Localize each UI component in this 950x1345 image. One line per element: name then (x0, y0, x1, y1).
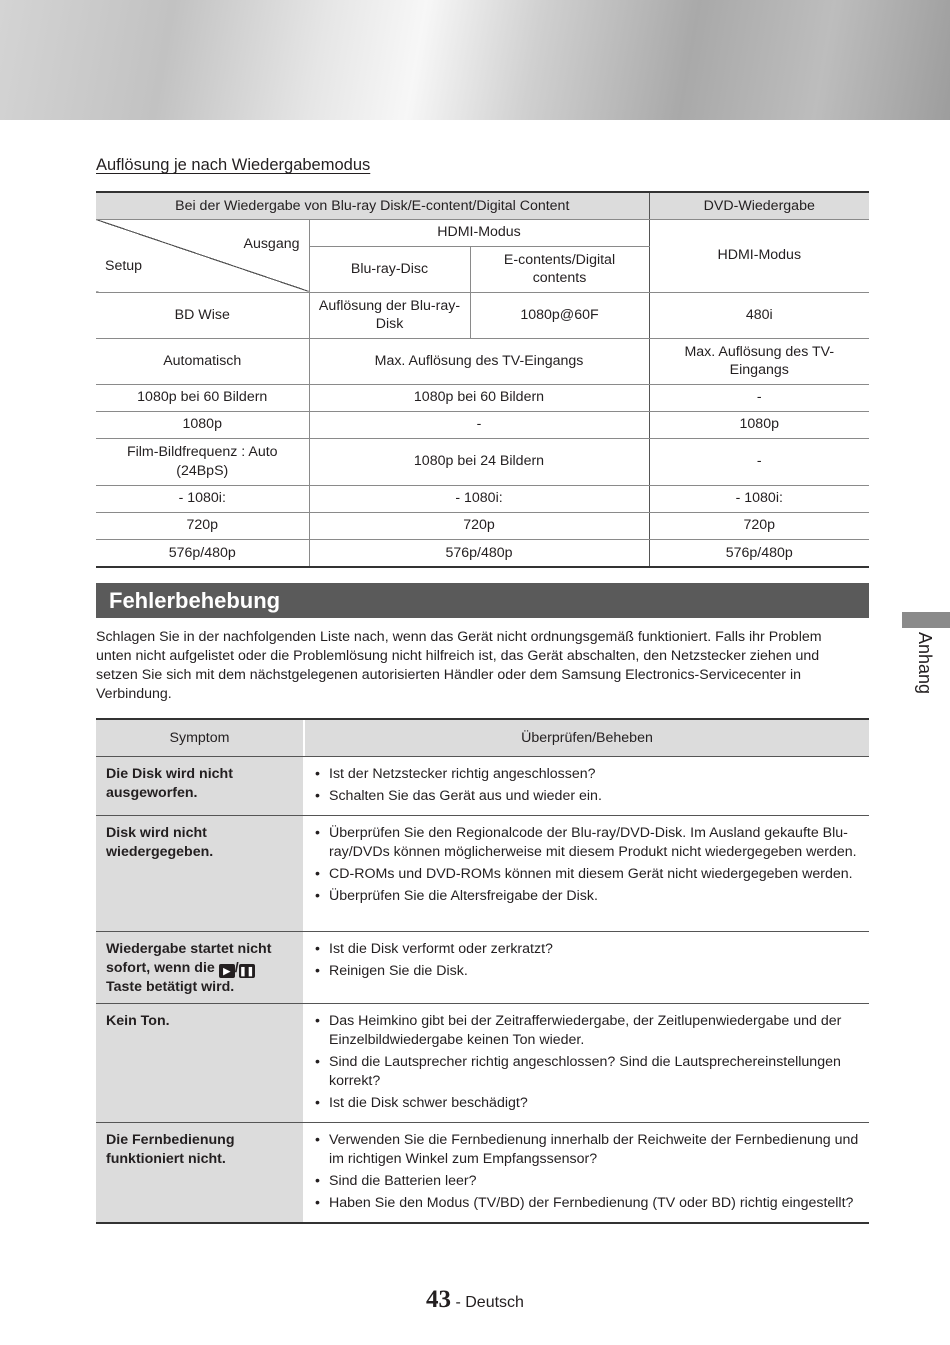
hdmi-modus-header: HDMI-Modus (309, 219, 649, 246)
symptom-cell: Kein Ton. (96, 1004, 303, 1123)
list-item: • Sind die Lautsprecher richtig angeschlossen? Sind die Lautsprechereinstellungen korrekt? (315, 1053, 861, 1091)
row-bd-output: 1080p bei 24 Bildern (309, 438, 649, 485)
row-setup: BD Wise (96, 292, 309, 338)
intro-paragraph: Schlagen Sie in der nachfolgenden Liste nach, wenn das Gerät nicht ordnungsgemäß funktioniert. Falls ihr Problem unten nicht aufgelistet oder die Problemlösung nicht hilfreich ist, das Gerät abschalten, den Netzstecker ziehen und setzen Sie sich mit dem nächstgelegenen autorisierten Händler oder dem Samsung Electronics-Servicecenter in Verbindung. (96, 629, 822, 702)
list-item: • Verwenden Sie die Fernbedienung innerhalb der Reichweite der Fernbedienung und im richtigen Winkel zum Empfangssensor? (315, 1131, 861, 1169)
table-row (96, 438, 869, 485)
row-bd-output: 576p/480p (309, 539, 649, 567)
row-setup: 576p/480p (96, 539, 309, 567)
symptom-cell: Die Fernbedienung funktioniert nicht. (96, 1123, 303, 1224)
row-bd-output: - 1080i: (309, 485, 649, 512)
troubleshooting-table (96, 718, 869, 1224)
check-cell (305, 757, 869, 816)
list-item: • CD-ROMs und DVD-ROMs können mit diesem Gerät nicht wiedergegeben werden. (315, 865, 861, 884)
row-setup: Automatisch (96, 338, 309, 384)
header-bd-group: Bei der Wiedergabe von Blu-ray Disk/E-content/Digital Content (96, 192, 649, 219)
row-bd-output: 1080p bei 60 Bildern (309, 384, 649, 411)
row-dvd: 720p (649, 512, 869, 539)
table-row (96, 512, 869, 539)
header-dvd-group: DVD-Wiedergabe (649, 192, 869, 219)
list-item: • Überprüfen Sie die Altersfreigabe der Disk. (315, 887, 861, 906)
table-row (96, 292, 869, 338)
side-tab-marker (902, 612, 950, 628)
list-item: • Das Heimkino gibt bei der Zeitrafferwiedergabe, der Zeitlupenwiedergabe und der Einzelbildwiedergabe keinen Ton wieder. (315, 1012, 861, 1050)
page-number: 43 (426, 1286, 452, 1313)
symptom-cell: Disk wird nicht wiedergegeben. (96, 816, 303, 932)
row-bluray: Auflösung der Blu-ray-Disk (309, 292, 470, 338)
table-row (96, 539, 869, 567)
check-cell (305, 816, 869, 932)
table-row (96, 384, 869, 411)
list-item: • Überprüfen Sie den Regionalcode der Blu-ray/DVD-Disk. Im Ausland gekaufte Blu-ray/DVDs können möglicherweise mit diesem Produkt nicht wiedergegeben werden. (315, 824, 861, 862)
check-header: Überprüfen/Beheben (305, 719, 869, 757)
list-item: • Reinigen Sie die Disk. (315, 962, 861, 981)
check-cell (305, 1004, 869, 1123)
symptom-header: Symptom (96, 719, 303, 757)
row-bd-output: 720p (309, 512, 649, 539)
list-item: • Ist die Disk verformt oder zerkratzt? (315, 940, 861, 959)
side-label-anhang: Anhang (915, 632, 935, 695)
list-item: • Ist die Disk schwer beschädigt? (315, 1094, 861, 1113)
table-row (96, 338, 869, 384)
row-dvd: 480i (649, 292, 869, 338)
row-dvd: - 1080i: (649, 485, 869, 512)
row-dvd: Max. Auflösung des TV-Eingangs (649, 338, 869, 384)
table-row (96, 485, 869, 512)
row-bd-output: - (309, 411, 649, 438)
table-row (96, 1004, 869, 1123)
check-cell (305, 932, 869, 1004)
table-row (96, 932, 869, 1004)
row-setup: Film-Bildfrequenz : Auto (24BpS) (96, 438, 309, 485)
dvd-hdmi-header: HDMI-Modus (649, 219, 869, 292)
row-setup: 720p (96, 512, 309, 539)
play-icon: ▶ (219, 964, 235, 978)
page-separator: - (451, 1294, 466, 1311)
list-item: • Schalten Sie das Gerät aus und wieder ein. (315, 787, 861, 806)
check-cell (305, 1123, 869, 1224)
econtents-col-header: E-contents/Digital contents (470, 246, 649, 292)
row-dvd: 1080p (649, 411, 869, 438)
header-band (0, 0, 950, 120)
row-setup: 1080p (96, 411, 309, 438)
ausgang-label: Ausgang (243, 235, 300, 252)
bluray-col-header: Blu-ray-Disc (309, 246, 470, 292)
row-setup: - 1080i: (96, 485, 309, 512)
list-item: • Haben Sie den Modus (TV/BD) der Fernbedienung (TV oder BD) richtig eingestellt? (315, 1194, 861, 1213)
page-footer (0, 1286, 950, 1314)
table-row (96, 1123, 869, 1224)
page-language: Deutsch (465, 1294, 524, 1311)
resolution-table (96, 191, 869, 568)
row-dvd: - (649, 438, 869, 485)
setup-label: Setup (105, 257, 143, 274)
row-bd-output: Max. Auflösung des TV-Eingangs (309, 338, 649, 384)
fehlerbehebung-heading: Fehlerbehebung (96, 583, 869, 618)
list-item: • Sind die Batterien leer? (315, 1172, 861, 1191)
symptom-cell: Wiedergabe startet nicht sofort, wenn die ▶ /❚❚ Taste betätigt wird. (96, 932, 303, 1004)
row-dvd: - (649, 384, 869, 411)
row-setup: 1080p bei 60 Bildern (96, 384, 309, 411)
pause-icon: ❚❚ (239, 966, 255, 976)
symptom-cell: Die Disk wird nicht ausgeworfen. (96, 757, 303, 816)
setup-ausgang-corner (96, 219, 309, 292)
row-dvd: 576p/480p (649, 539, 869, 567)
section-title: Auflösung je nach Wiedergabemodus (96, 156, 371, 174)
table-row (96, 816, 869, 932)
table-row (96, 411, 869, 438)
list-item: • Ist der Netzstecker richtig angeschlossen? (315, 765, 861, 784)
row-econtents: 1080p@60F (470, 292, 649, 338)
table-row (96, 757, 869, 816)
